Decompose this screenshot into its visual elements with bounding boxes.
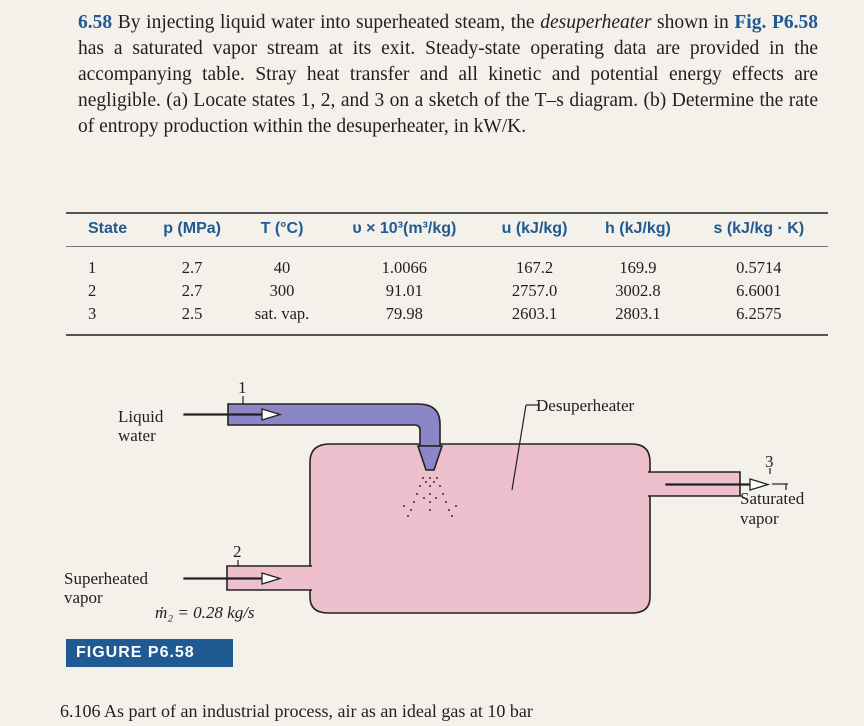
table-cell: 167.2 xyxy=(515,258,554,277)
table-cell: 3 xyxy=(88,304,97,323)
table-cell: 1 xyxy=(88,258,97,277)
table-cell: 2.7 xyxy=(181,258,203,277)
vessel-body xyxy=(310,444,650,613)
table-cell: 169.9 xyxy=(619,258,657,277)
table-cell: 300 xyxy=(269,281,295,300)
state-3-label: 3 xyxy=(765,452,774,471)
mass-flow-label: ṁ₂ = 0.28 kg/s xyxy=(155,603,255,622)
table-cell: 6.2575 xyxy=(736,304,782,323)
table-row xyxy=(66,302,828,335)
vapor-in-label: vapor xyxy=(64,588,103,607)
problem-text-3: has a saturated vapor stream at its exit. Steady-state operating data are provided in the accompanying table. Stray heat transfer and all kinetic and potential energy effects are negligible. (a) Locate states 1, 2, and 3 on a sketch of the T–s diagram. (b) Determine the rate of entropy production within the desuperheater, in kW/K. xyxy=(78,38,818,137)
desuperheater-figure xyxy=(0,380,864,680)
problem-text-2: shown in xyxy=(651,12,735,33)
liquid-label: Liquid xyxy=(118,407,164,426)
table-cell: 79.98 xyxy=(385,304,423,323)
vapor-out-label: vapor xyxy=(740,509,779,528)
liquid-water-pipe xyxy=(228,404,440,446)
table-cell: 2.7 xyxy=(181,281,203,300)
superheated-label: Superheated xyxy=(64,569,149,588)
table-cell: 3002.8 xyxy=(615,281,661,300)
table-cell: 2757.0 xyxy=(511,281,558,300)
table-header-row xyxy=(66,213,828,247)
problem-italic-term: desuperheater xyxy=(540,12,652,33)
water-label: water xyxy=(118,426,156,445)
table-cell: 2.5 xyxy=(181,304,203,323)
header-enthalpy: h (kJ/kg) xyxy=(605,220,671,237)
figure-reference: Fig. P6.58 xyxy=(734,12,819,33)
header-entropy: s (kJ/kg · K) xyxy=(713,220,805,237)
header-state: State xyxy=(88,220,128,237)
state-2-label: 2 xyxy=(233,542,242,561)
desuperheater-label: Desuperheater xyxy=(536,396,635,415)
problem-statement xyxy=(78,10,818,140)
table-cell: 6.6001 xyxy=(736,281,782,300)
header-temperature: T (°C) xyxy=(260,220,304,237)
saturated-label: Saturated xyxy=(740,489,805,508)
table-row xyxy=(66,247,828,280)
next-problem-cutoff: 6.106 As part of an industrial process, air as an ideal gas at 10 bar xyxy=(60,701,533,721)
state-1-label: 1 xyxy=(238,378,247,397)
table-cell: 91.01 xyxy=(385,281,423,300)
table-cell: 2803.1 xyxy=(615,304,661,323)
table-cell: 2 xyxy=(88,281,97,300)
problem-text-1: By injecting liquid water into superheated steam, the xyxy=(117,12,541,33)
table-cell: 0.5714 xyxy=(736,258,782,277)
figure-caption: FIGURE P6.58 xyxy=(66,639,233,667)
table-cell: 1.0066 xyxy=(381,258,427,277)
table-row xyxy=(66,279,828,302)
property-table xyxy=(66,212,828,336)
header-pressure: p (MPa) xyxy=(163,220,221,237)
header-internal-energy: u (kJ/kg) xyxy=(501,220,568,237)
problem-number: 6.58 xyxy=(78,12,113,33)
header-specific-volume: υ × 10³(m³/kg) xyxy=(352,220,457,237)
table-cell: 40 xyxy=(273,258,291,277)
table-cell: sat. vap. xyxy=(254,304,310,323)
table-cell: 2603.1 xyxy=(511,304,558,323)
